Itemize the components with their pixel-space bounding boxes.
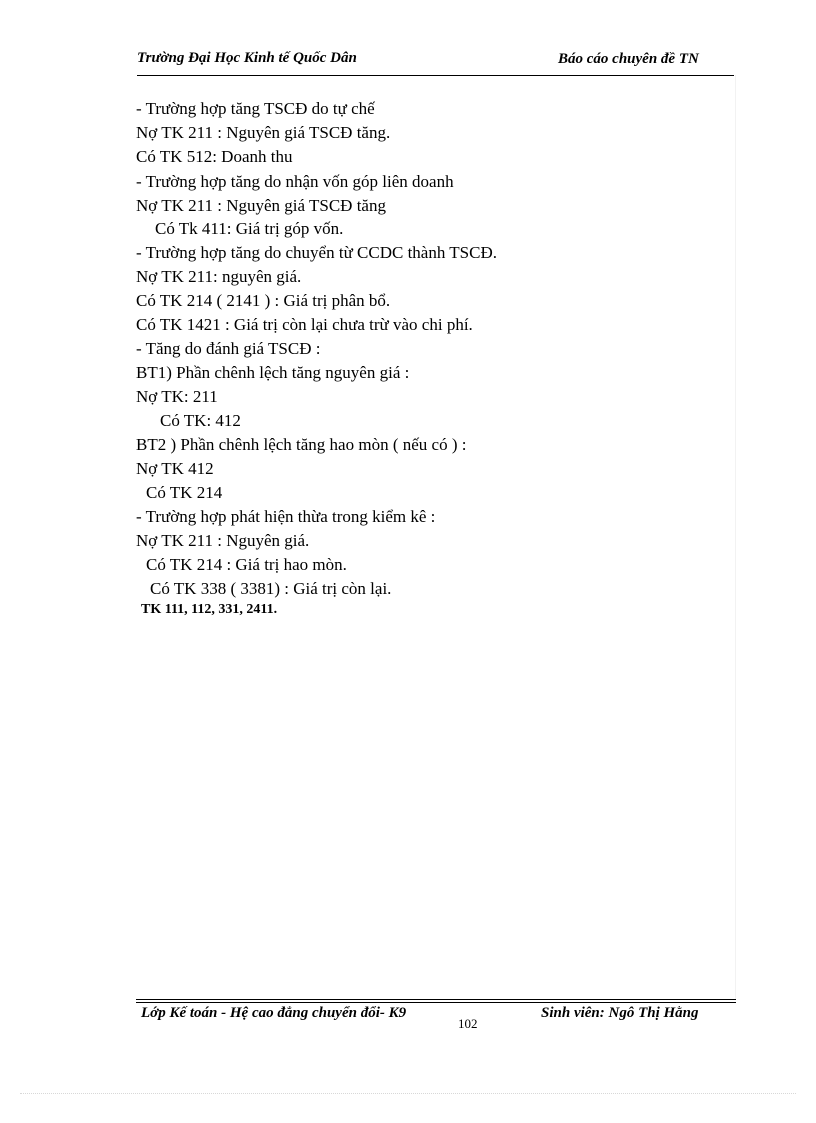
body-line: Có TK: 412 xyxy=(160,411,241,430)
body-line: Có TK 512: Doanh thu xyxy=(136,147,293,166)
footer-rule xyxy=(136,999,736,1000)
body-line: Có TK 1421 : Giá trị còn lại chưa trừ vào chi phí. xyxy=(136,315,473,334)
body-line: BT1) Phần chênh lệch tăng nguyên giá : xyxy=(136,363,410,382)
body-line: Nợ TK 211 : Nguyên giá. xyxy=(136,531,310,550)
body-line: Nợ TK: 211 xyxy=(136,387,218,406)
body-line: - Trường hợp tăng do nhận vốn góp liên doanh xyxy=(136,172,454,191)
body-line: Có Tk 411: Giá trị góp vốn. xyxy=(155,219,344,238)
page-bottom-edge xyxy=(20,1093,796,1094)
body-line: Nợ TK 211 : Nguyên giá TSCĐ tăng xyxy=(136,196,386,215)
body-line: Có TK 214 ( 2141 ) : Giá trị phân bổ. xyxy=(136,291,391,310)
footer-rule xyxy=(136,1002,736,1003)
footer-student-name: Sinh viên: Ngô Thị Hằng xyxy=(541,1005,699,1021)
body-line: TK 111, 112, 331, 2411. xyxy=(141,602,278,617)
body-line: Nợ TK 211 : Nguyên giá TSCĐ tăng. xyxy=(136,123,391,142)
header-report-title: Báo cáo chuyên đề TN xyxy=(558,51,699,67)
body-line: Có TK 338 ( 3381) : Giá trị còn lại. xyxy=(150,579,392,598)
body-line: Nợ TK 412 xyxy=(136,459,214,478)
body-line: Có TK 214 : Giá trị hao mòn. xyxy=(146,555,347,574)
body-line: - Trường hợp tăng do chuyển từ CCDC thành TSCĐ. xyxy=(136,243,498,262)
body-line: - Tăng do đánh giá TSCĐ : xyxy=(136,339,321,358)
body-line: BT2 ) Phần chênh lệch tăng hao mòn ( nếu có ) : xyxy=(136,435,467,454)
header-school-name: Trường Đại Học Kinh tế Quốc Dân xyxy=(137,50,357,66)
footer-class-name: Lớp Kế toán - Hệ cao đẳng chuyển đổi- K9 xyxy=(141,1005,407,1021)
body-line: - Trường hợp phát hiện thừa trong kiểm kê : xyxy=(136,507,436,526)
body-line: Có TK 214 xyxy=(146,483,223,502)
body-line: - Trường hợp tăng TSCĐ do tự chế xyxy=(136,99,375,118)
page-number: 102 xyxy=(458,1016,478,1031)
body-line: Nợ TK 211: nguyên giá. xyxy=(136,267,302,286)
